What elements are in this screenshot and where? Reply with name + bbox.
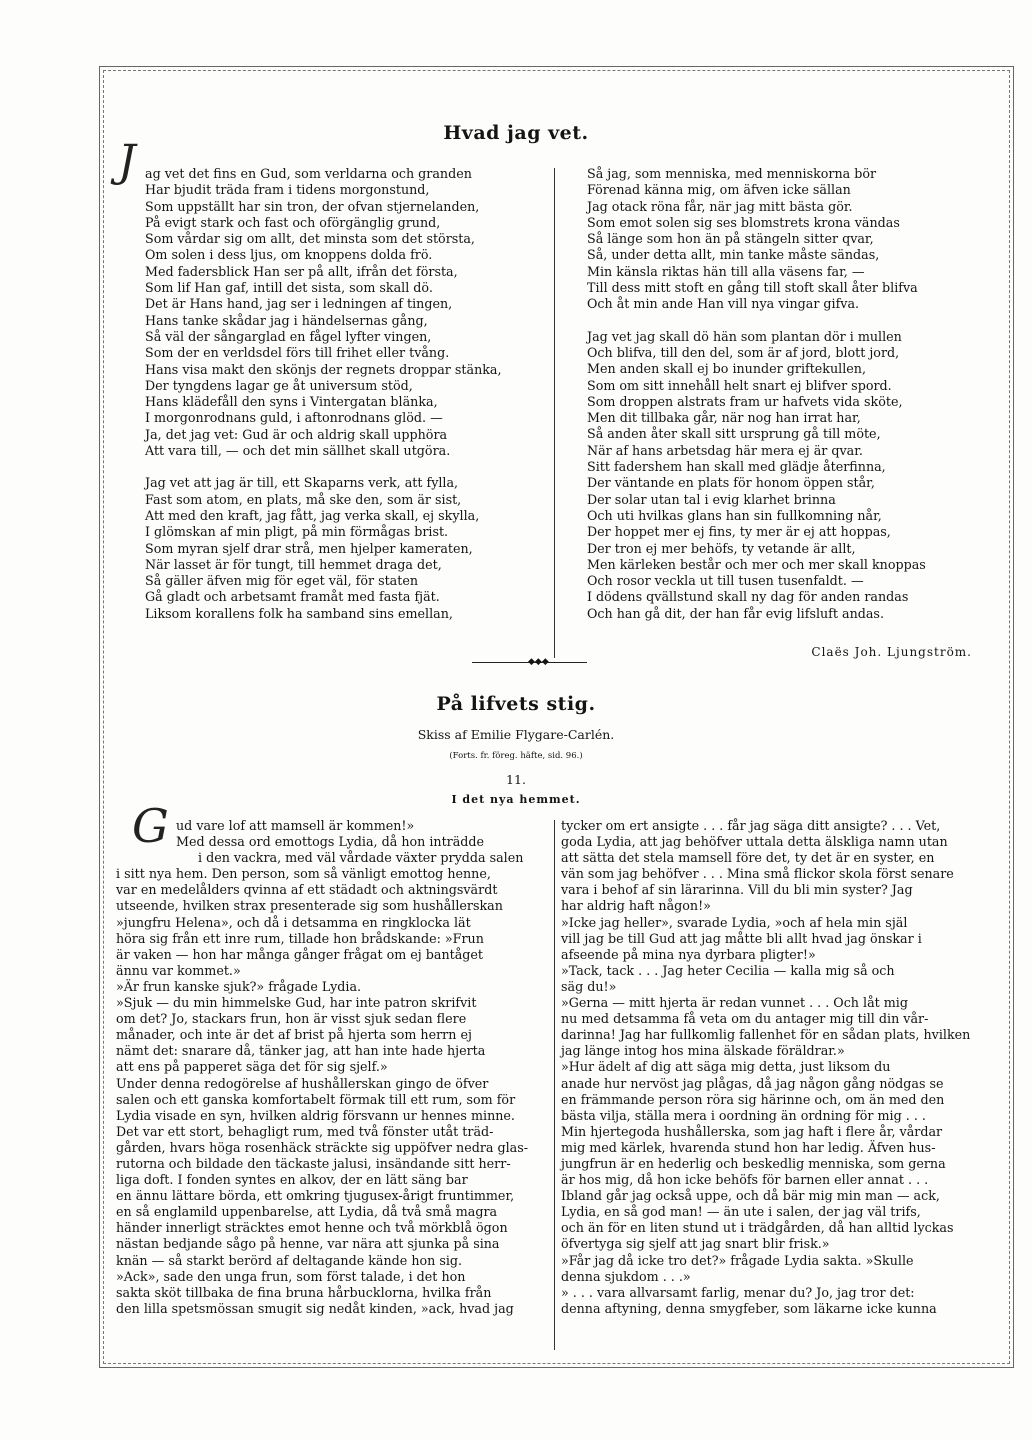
poem-line: På evigt stark och fast och oförgänglig grund, [145,214,441,230]
poem-line: Har bjudit träda fram i tidens morgonstund, [145,182,430,198]
poem-line: Och rosor veckla ut till tusen tusenfaldt. — [587,573,864,589]
chapter-title: I det nya hemmet. [451,793,581,806]
story-line: i den vackra, med väl vårdade växter prydda salen [198,850,524,866]
story-line: mig med kärlek, hvarenda stund hon har ledig. Äfven hus- [561,1139,936,1155]
story-line: »Ack», sade den unga frun, som först talade, i det hon [116,1268,466,1284]
poem-line: När lasset är för tungt, till hemmet draga det, [145,556,442,572]
poem-line: Men kärleken består och mer och mer skall knoppas [587,556,926,572]
poem-line: Jag vet att jag är till, ett Skaparns verk, att fylla, [145,475,459,491]
story-line: liga doft. I fonden syntes en alkov, der en lätt säng bar [116,1172,468,1188]
poem-line: Så gäller äfven mig för eget väl, för staten [145,573,419,589]
continuation-note: (Forts. fr. föreg. häfte, sid. 96.) [449,751,583,761]
poem-right-column [587,166,967,622]
poem-title: Hvad jag vet. [443,122,589,144]
stanza-gap [145,459,540,475]
poem-signature: Claës Joh. Ljungström. [811,645,972,659]
story-line: » . . . vara allvarsamt farlig, menar du? Jo, jag tror det: [561,1284,915,1300]
poem-line: Så väl der sångarglad en fågel lyfter vingen, [145,328,432,344]
story-line: händer innerligt sträcktes emot henne och två mörkblå ögon [116,1220,508,1236]
poem-line: Och åt min ande Han vill nya vingar gifva. [587,296,860,312]
poem-line: Med fadersblick Han ser på allt, ifrån det första, [145,263,458,279]
poem-line: Att vara till, — och det min sällhet skall utgöra. [145,443,451,459]
story-line: Lydia, en så god man! — än ute i salen, der jag väl trifs, [561,1204,921,1220]
poem-line: Jag vet jag skall dö hän som plantan dör i mullen [587,328,902,344]
poem-line: Som uppställt har sin tron, der ofvan stjernelanden, [145,198,480,214]
poem-line: Gå gladt och arbetsamt framåt med fasta fjät. [145,589,440,605]
poem-line: När af hans arbetsdag här mera ej är qvar. [587,442,863,458]
story-line: vill jag be till Gud att jag måtte bli allt hvad jag önskar i [561,930,922,946]
story-line: sakta sköt tillbaka de fina bruna hårbucklorna, hvilka från [116,1284,492,1300]
story-line: denna sjukdom . . .» [561,1268,691,1284]
poem-line: I glömskan af min pligt, på min förmågas brist. [145,524,449,540]
story-line: höra sig från ett inre rum, tillade hon brådskande: »Frun [116,930,484,946]
story-line: Ibland går jag också uppe, och då bär mig min man — ack, [561,1188,940,1204]
poem-line: Der hoppet mer ej fins, ty mer är ej att hoppas, [587,524,891,540]
story-line: »Sjuk — du min himmelske Gud, har inte patron skrifvit [116,995,477,1011]
poem-line: Som emot solen sig ses blomstrets krona vändas [587,214,900,230]
story-line: »Hur ädelt af dig att säga mig detta, just liksom du [561,1059,891,1075]
story-line: en ännu lättare börda, ett omkring tjugusex-årigt fruntimmer, [116,1188,515,1204]
poem-line: Som lif Han gaf, intill det sista, som skall dö. [145,280,433,296]
story-line: knän — så starkt berörd af deltagande kände hon sig. [116,1252,463,1268]
story-line: en främmande person röra sig härinne och, om än med den [561,1091,945,1107]
story-line: gården, hvars höga rosenhäck sträckte sig uppöfver nedra glas- [116,1139,529,1155]
story-line: är vaken — hon har många gånger frågat om ej bantåget [116,946,484,962]
poem-line: Så länge som hon än på stängeln sitter qvar, [587,231,874,247]
story-line: nästan bedjande sågo på henne, var nära att sjunka på sina [116,1236,500,1252]
poem-line: Som der en verldsdel förs till frihet eller tvång. [145,345,450,361]
story-left-column [116,818,544,1317]
chapter-number: 11. [506,772,526,787]
story-line: om det? Jo, stackars frun, hon är visst sjuk sedan flere [116,1011,467,1027]
story-line: i sitt nya hem. Den person, som så vänligt emottog henne, [116,866,491,882]
story-line: »Gerna — mitt hjerta är redan vunnet . . . Och låt mig [561,995,908,1011]
story-line: och än för en liten stund ut i trädgården, då han alltid lyckas [561,1220,954,1236]
poem-line: Om solen i dess ljus, om knoppens dolda frö. [145,247,433,263]
story-line: Under denna redogörelse af hushållerskan gingo de öfver [116,1075,489,1091]
story-line: »Får jag då icke tro det?» frågade Lydia sakta. »Skulle [561,1252,914,1268]
poem-line: I dödens qvällstund skall ny dag för anden randas [587,589,909,605]
poem-line: Hans tanke skådar jag i händelsernas gång, [145,312,428,328]
story-line: är hos mig, då hon icke behöfs för barnen eller annat . . . [561,1172,929,1188]
story-line: anade hur nervöst jag plågas, då jag någon gång nödgas se [561,1075,944,1091]
story-line: Lydia visade en syn, hvilken aldrig försvann ur hennes minne. [116,1107,515,1123]
story-line: tycker om ert ansigte . . . får jag säga ditt ansigte? . . . Vet, [561,818,941,833]
story-line: goda Lydia, att jag behöfver uttala detta älskliga namn utan [561,834,948,850]
column-rule-story [554,820,555,1350]
poem-line: Hans klädefåll den syns i Vintergatan blänka, [145,394,438,410]
poem-line: Hans visa makt den skönjs der regnets droppar stänka, [145,361,502,377]
poem-line: Min känsla riktas hän till alla väsens far, — [587,263,865,279]
poem-line: Och blifva, till den del, som är af jord, blott jord, [587,344,900,360]
story-line: denna aftyning, denna smygfeber, som läkarne icke kunna [561,1300,937,1316]
story-line: en så englamild uppenbarelse, att Lydia, då två små magra [116,1204,498,1220]
poem-line: Så anden åter skall sitt ursprung gå till möte, [587,426,881,442]
story-line: salen och ett ganska komfortabelt förmak till ett rum, som för [116,1091,516,1107]
story-line: rutorna och bildade den täckaste jalusi, insändande sitt herr- [116,1155,511,1171]
story-right-column [561,818,987,1317]
story-line: öfvertyga sig sjelf att jag snart blir frisk.» [561,1236,830,1252]
drop-cap-g: G [132,799,169,853]
story-line: »jungfru Helena», och då i detsamma en ringklocka lät [116,914,471,930]
poem-line: Der solar utan tal i evig klarhet brinna [587,491,836,507]
poem-line: Der tyngdens lagar ge åt universum stöd, [145,377,413,393]
story-line: Det var ett stort, behagligt rum, med två fönster utåt träd- [116,1123,494,1139]
poem-line: Det är Hans hand, jag ser i ledningen af tingen, [145,296,453,312]
story-line: säg du!» [561,978,617,994]
poem-line: Som droppen alstrats fram ur hafvets vida sköte, [587,393,903,409]
poem-line: Att med den kraft, jag fått, jag verka skall, ej skylla, [145,507,480,523]
story-line: Med dessa ord emottogs Lydia, då hon inträdde [176,834,485,850]
poem-line: Och han gå dit, der han får evig lifsluft andas. [587,605,884,621]
story-line: utseende, hvilken strax presenterade sig som hushållerskan [116,898,503,914]
poem-line: Förenad känna mig, om äfven icke sällan [587,182,851,198]
story-line: ännu var kommet.» [116,962,241,978]
poem-line: Men dit tillbaka går, när nog han irrat har, [587,410,861,426]
poem-line: Liksom korallens folk ha samband sins emellan, [145,605,453,621]
stanza-gap [587,313,967,329]
story-line: den lilla spetsmössan smugit sig nedåt kinden, »ack, hvad jag [116,1300,514,1316]
poem-line: Som myran sjelf drar strå, men hjelper kameraten, [145,540,473,556]
story-line: att ens på papperet säga det för sig sjelf.» [116,1059,388,1075]
story-line: »Tack, tack . . . Jag heter Cecilia — kalla mig så och [561,962,895,978]
column-rule-poem [554,168,555,658]
story-line: jungfrun är en hederlig och beskedlig menniska, som gerna [561,1155,946,1171]
story-line: jag länge intog hos mina älskade föräldrar.» [561,1043,845,1059]
poem-line: I morgonrodnans guld, i aftonrodnans glöd. — [145,410,443,426]
story-line: bästa vilja, ställa mera i oordning än ordning för mig . . . [561,1107,926,1123]
poem-line: Men anden skall ej bo inunder griftekullen, [587,361,866,377]
poem-line: Jag otack röna får, när jag mitt bästa gör. [587,198,853,214]
story-title: På lifvets stig. [436,693,596,715]
poem-line: Till dess mitt stoft en gång till stoft skall åter blifva [587,280,918,296]
story-line: darinna! Jag har fullkomlig fallenhet för en sådan plats, hvilken [561,1027,971,1043]
poem-line: Och uti hvilkas glans han sin fullkomning når, [587,507,882,523]
story-line: månader, och inte är det af brist på hjerta som herrn ej [116,1027,472,1043]
poem-line: Ja, det jag vet: Gud är och aldrig skall upphöra [145,426,448,442]
story-line: vän som jag behöfver . . . Mina små flickor skola först senare [561,866,954,882]
poem-line: Der tron ej mer behöfs, ty vetande är allt, [587,540,856,556]
story-line: att sätta det stela mamsell före det, ty det är en syster, en [561,850,935,866]
divider-ornament-icon: ◆◆◆ [528,657,549,667]
story-line: »Icke jag heller», svarade Lydia, »och af hela min själ [561,914,908,930]
poem-left-column [145,166,540,622]
story-line: ud vare lof att mamsell är kommen!» [176,818,415,833]
poem-line: Så, under detta allt, min tanke måste sändas, [587,247,880,263]
poem-line: Der väntande en plats för honom öppen står, [587,475,875,491]
poem-line: ag vet det fins en Gud, som verldarna och granden [145,166,472,181]
story-line: var en medelålders qvinna af ett städadt och aktningsvärdt [116,882,498,898]
poem-line: Som vårdar sig om allt, det minsta som det största, [145,231,475,247]
story-line: nu med detsamma få veta om du antager mig till din vår- [561,1011,929,1027]
story-line: Min hjertegoda hushållerska, som jag haft i flere år, vårdar [561,1123,943,1139]
poem-line: Sitt fadershem han skall med glädje återfinna, [587,459,886,475]
story-line: afseende på mina nya dyrbara pligter!» [561,946,816,962]
story-line: har aldrig haft någon!» [561,898,711,914]
poem-line: Så jag, som menniska, med menniskorna bör [587,166,877,181]
story-line: »Är frun kanske sjuk?» frågade Lydia. [116,978,362,994]
drop-cap-j: J [118,136,136,187]
poem-line: Som om sitt innehåll helt snart ej blifver spord. [587,377,892,393]
story-line: nämt det: snarare då, tänker jag, att han inte hade hjerta [116,1043,486,1059]
story-subtitle: Skiss af Emilie Flygare-Carlén. [417,727,615,742]
story-line: vara i behof af sin lärarinna. Vill du bli min syster? Jag [561,882,913,898]
poem-line: Fast som atom, en plats, må ske den, som är sist, [145,491,462,507]
